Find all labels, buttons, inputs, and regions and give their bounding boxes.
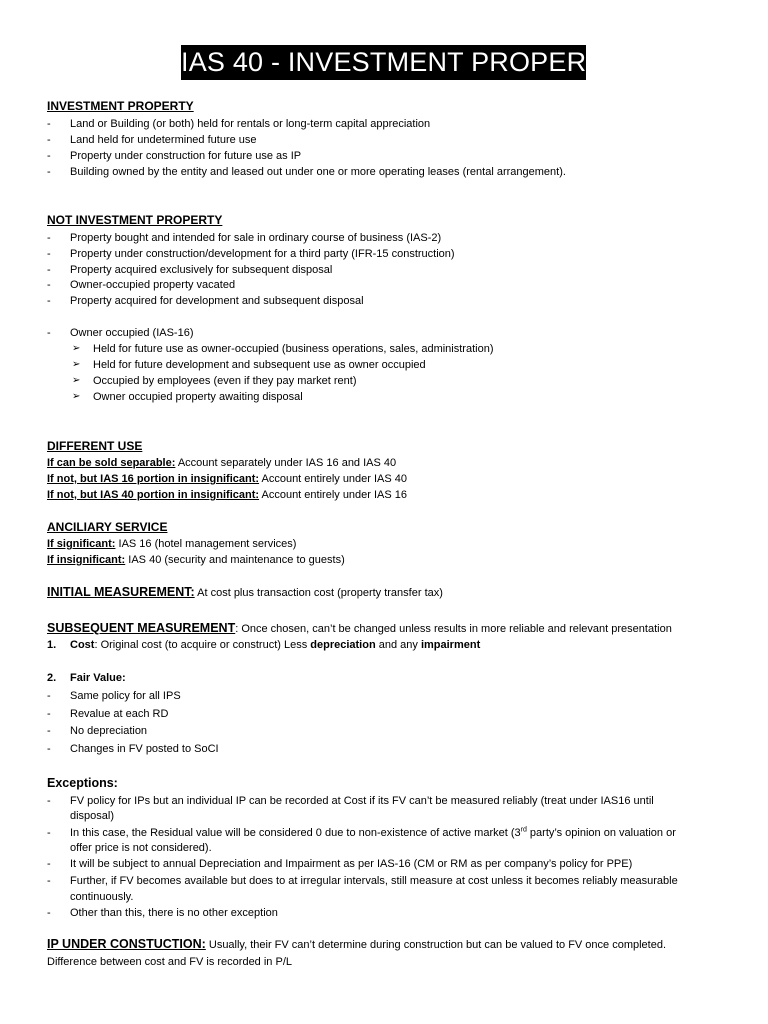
rule-row (47, 553, 345, 567)
list-item (70, 826, 676, 840)
list-item-text: party’s opinion on valuation or (526, 827, 676, 839)
initial-measurement-row (47, 585, 443, 600)
bullet-dash: - (47, 248, 51, 260)
section-heading-subsequent-measurement: SUBSEQUENT MEASUREMENT (47, 621, 236, 635)
sub-list-item: Held for future development and subsequent use as owner occupied (93, 359, 426, 371)
list-item: Property acquired exclusively for subsequent disposal (70, 264, 333, 276)
section-heading-exceptions: Exceptions: (47, 776, 118, 790)
section-heading-ancillary-service: ANCILIARY SERVICE (47, 520, 168, 534)
bullet-dash: - (47, 279, 51, 291)
list-item: Building owned by the entity and leased out under one or more operating leases (rental arrangement). (70, 166, 566, 178)
rule-text: IAS 40 (security and maintenance to guests) (125, 554, 345, 566)
rule-label: If insignificant: (47, 554, 126, 566)
list-item: Further, if FV becomes available but does to at irregular intervals, still measure at cost unless it becomes reliably measurable (70, 875, 678, 887)
arrow-bullet-icon: ➢ (72, 343, 81, 354)
fair-value-label: Fair Value: (70, 672, 126, 684)
list-item: Changes in FV posted to SoCI (70, 743, 219, 755)
list-item: Property under construction for future use as IP (70, 150, 302, 162)
cost-row (70, 638, 480, 652)
cost-depreciation: depreciation (310, 639, 376, 651)
bullet-dash: - (47, 232, 51, 244)
list-item-owner-occupied: Owner occupied (IAS-16) (70, 327, 194, 339)
rule-text: Account separately under IAS 16 and IAS 40 (175, 457, 397, 469)
list-item-continuation: offer price is not considered). (70, 842, 212, 854)
list-item-text: In this case, the Residual value will be considered 0 due to non-existence of active market (3 (70, 827, 521, 839)
list-item: Other than this, there is no other exception (70, 907, 278, 919)
bullet-dash: - (47, 743, 51, 755)
cost-label: Cost (70, 639, 95, 651)
bullet-dash: - (47, 264, 51, 276)
bullet-dash: - (47, 827, 51, 839)
bullet-dash: - (47, 875, 51, 887)
list-item: It will be subject to annual Depreciation and Impairment as per IAS-16 (CM or RM as per company’s policy for PPE) (70, 858, 633, 870)
list-item: Land held for undetermined future use (70, 134, 257, 146)
subsequent-measurement-row (47, 621, 672, 636)
section-heading-initial-measurement: INITIAL MEASUREMENT: (47, 585, 195, 599)
sub-list-item: Held for future use as owner-occupied (business operations, sales, administration) (93, 343, 494, 355)
rule-label: If can be sold separable: (47, 457, 176, 469)
list-item: Property under construction/development for a third party (IFR-15 construction) (70, 248, 455, 260)
bullet-dash: - (47, 295, 51, 307)
arrow-bullet-icon: ➢ (72, 359, 81, 370)
list-item-continuation: disposal) (70, 810, 115, 822)
bullet-dash: - (47, 327, 51, 339)
section-heading-investment-property: INVESTMENT PROPERTY (47, 99, 194, 113)
sub-list-item: Owner occupied property awaiting disposal (93, 391, 303, 403)
arrow-bullet-icon: ➢ (72, 391, 81, 402)
arrow-bullet-icon: ➢ (72, 375, 81, 386)
rule-text: Account entirely under IAS 40 (259, 473, 408, 485)
list-item: Owner-occupied property vacated (70, 279, 236, 291)
rule-label: If not, but IAS 16 portion in insignificant: (47, 473, 260, 485)
bullet-dash: - (47, 858, 51, 870)
sub-list-item: Occupied by employees (even if they pay market rent) (93, 375, 357, 387)
superscript: rd (520, 826, 527, 834)
bullet-dash: - (47, 166, 51, 178)
rule-row (47, 488, 407, 502)
list-item-continuation: continuously. (70, 891, 134, 903)
rule-text: Account entirely under IAS 16 (259, 489, 408, 501)
list-item: Revalue at each RD (70, 708, 169, 720)
rule-row (47, 537, 296, 551)
bullet-dash: - (47, 134, 51, 146)
page-title: IAS 40 - INVESTMENT PROPERTY (181, 45, 586, 80)
rule-row (47, 456, 396, 470)
cost-text-2: and any (375, 639, 421, 651)
ip-construction-row (47, 937, 666, 952)
list-item: No depreciation (70, 725, 148, 737)
bullet-dash: - (47, 690, 51, 702)
subsequent-measurement-text: : Once chosen, can’t be changed unless results in more reliable and relevant presentation (235, 623, 672, 635)
bullet-dash: - (47, 118, 51, 130)
list-number: 1. (47, 639, 57, 651)
bullet-dash: - (47, 795, 51, 807)
list-item: Property acquired for development and subsequent disposal (70, 295, 364, 307)
ip-construction-text: Usually, their FV can’t determine during construction but can be valued to FV once completed. (205, 939, 667, 951)
section-heading-not-investment-property: NOT INVESTMENT PROPERTY (47, 213, 223, 227)
section-heading-different-use: DIFFERENT USE (47, 439, 143, 453)
rule-label: If significant: (47, 538, 116, 550)
ip-construction-line2: Difference between cost and FV is recorded in P/L (47, 956, 292, 968)
bullet-dash: - (47, 708, 51, 720)
list-number: 2. (47, 672, 57, 684)
list-item: Land or Building (or both) held for rentals or long-term capital appreciation (70, 118, 431, 130)
section-heading-ip-construction: IP UNDER CONSTUCTION: (47, 937, 206, 951)
bullet-dash: - (47, 150, 51, 162)
rule-label: If not, but IAS 40 portion in insignificant: (47, 489, 260, 501)
initial-measurement-text: At cost plus transaction cost (property transfer tax) (194, 587, 443, 599)
bullet-dash: - (47, 907, 51, 919)
cost-impairment: impairment (420, 639, 481, 651)
rule-row (47, 472, 407, 486)
list-item: Property bought and intended for sale in ordinary course of business (IAS-2) (70, 232, 442, 244)
list-item: Same policy for all IPS (70, 690, 181, 702)
bullet-dash: - (47, 725, 51, 737)
cost-text: : Original cost (to acquire or construct) Less (94, 639, 311, 651)
list-item: FV policy for IPs but an individual IP can be recorded at Cost if its FV can’t be measured reliably (treat under IAS16 until (70, 795, 654, 807)
rule-text: IAS 16 (hotel management services) (115, 538, 297, 550)
